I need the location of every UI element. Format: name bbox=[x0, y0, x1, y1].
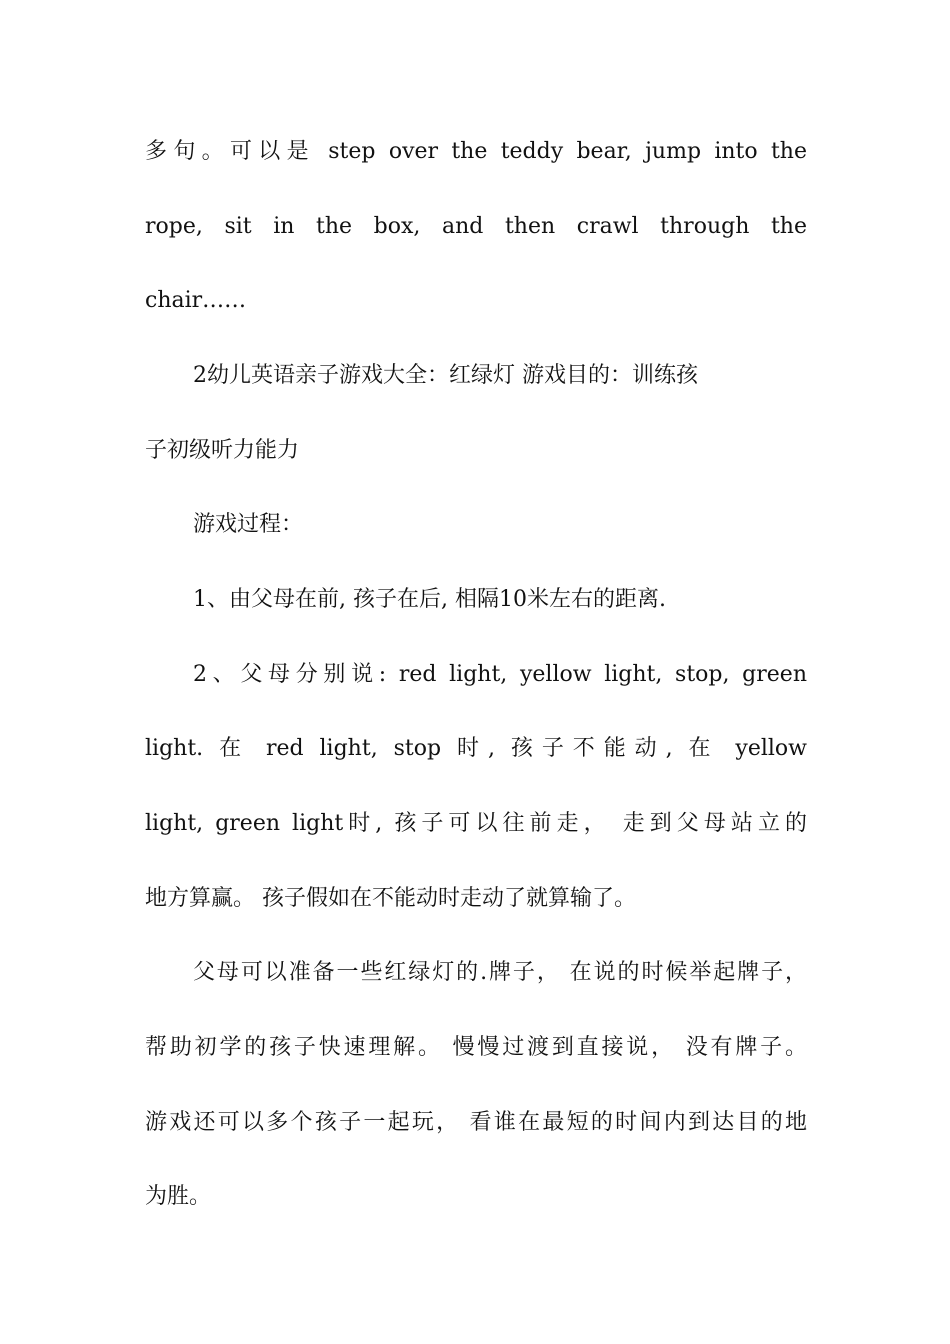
text-line: 父母可以准备一些红绿灯的.牌子， 在说的时候举起牌子， bbox=[193, 960, 807, 985]
text-line: rope, sit in the box, and then crawl through the bbox=[145, 214, 807, 239]
section-heading-line: 2幼儿英语亲子游戏大全：红绿灯 游戏目的：训练孩 bbox=[193, 363, 698, 388]
text-line: 游戏过程： bbox=[193, 512, 304, 537]
text-line: 多句。可以是 step over the teddy bear, jump into the bbox=[145, 139, 807, 164]
list-item: 1、由父母在前, 孩子在后, 相隔10米左右的距离. bbox=[193, 587, 666, 612]
text-line: light. 在 red light, stop 时, 孩子不能动, 在 yellow bbox=[145, 736, 807, 761]
text-line: chair…… bbox=[145, 288, 247, 313]
text-line: 子初级听力能力 bbox=[145, 438, 300, 463]
text-line: 帮助初学的孩子快速理解。 慢慢过渡到直接说， 没有牌子。 bbox=[145, 1035, 807, 1060]
text-line: light, green light时, 孩子可以往前走， 走到父母站立的 bbox=[145, 811, 807, 836]
text-line: 游戏还可以多个孩子一起玩， 看谁在最短的时间内到达目的地 bbox=[145, 1110, 807, 1135]
list-item: 2、父母分别说: red light, yellow light, stop, green bbox=[193, 662, 807, 687]
text-line: 为胜。 bbox=[145, 1184, 212, 1209]
text-line: 地方算赢。 孩子假如在不能动时走动了就算输了。 bbox=[145, 886, 636, 911]
